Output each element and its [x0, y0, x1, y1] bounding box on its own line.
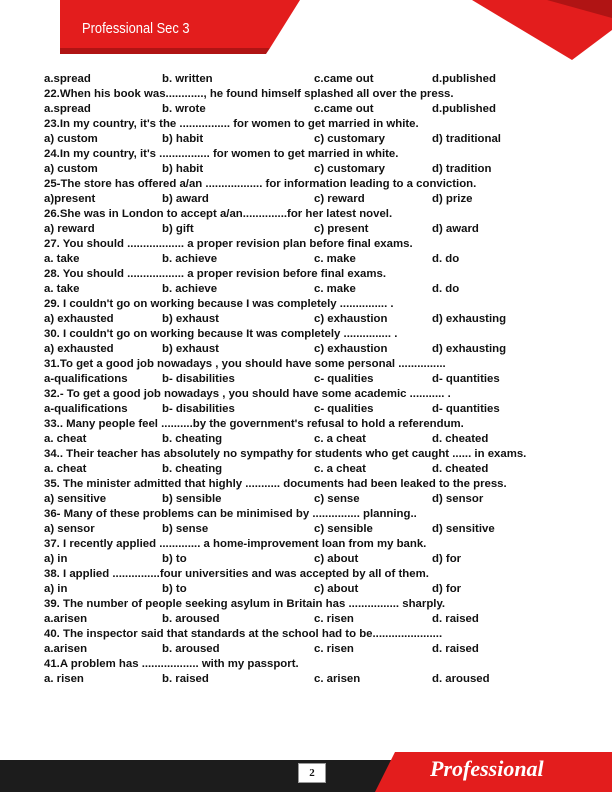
question-text: 26.She was in London to accept a/an..............for her latest novel.: [44, 208, 393, 220]
question-text: 29. I couldn't go on working because I was completely ............... .: [44, 298, 394, 310]
option-text: a. risen: [44, 673, 84, 685]
question-text: 28. You should .................. a proper revision before final exams.: [44, 268, 387, 280]
options-line: [44, 312, 592, 327]
option-text: c. make: [314, 283, 356, 295]
option-text: b) habit: [162, 133, 204, 145]
question-text: 39. The number of people seeking asylum in Britain has ................ sharply.: [44, 598, 446, 610]
options-line: [44, 252, 592, 267]
question-line: [44, 147, 592, 162]
option-text: b) to: [162, 583, 187, 595]
question-text: 27. You should .................. a proper revision plan before final exams.: [44, 238, 413, 250]
options-line: [44, 642, 592, 657]
question-text: 24.In my country, it's ................ for women to get married in white.: [44, 148, 399, 160]
option-text: c) sense: [314, 493, 360, 505]
options-line: [44, 492, 592, 507]
question-line: [44, 567, 592, 582]
option-text: c.came out: [314, 103, 374, 115]
header-title: Professional Sec 3: [82, 20, 190, 37]
option-text: d. do: [432, 283, 460, 295]
option-text: d- quantities: [432, 403, 500, 415]
question-line: [44, 207, 592, 222]
question-line: [44, 597, 592, 612]
option-text: c. a cheat: [314, 463, 366, 475]
option-text: a.spread: [44, 73, 91, 85]
options-line: [44, 342, 592, 357]
option-text: c) sensible: [314, 523, 373, 535]
option-text: c. risen: [314, 643, 354, 655]
option-text: b. raised: [162, 673, 209, 685]
question-text: 37. I recently applied ............. a home-improvement loan from my bank.: [44, 538, 427, 550]
options-line: [44, 552, 592, 567]
option-text: b. cheating: [162, 463, 223, 475]
option-text: c.came out: [314, 73, 374, 85]
question-line: [44, 417, 592, 432]
option-text: d) for: [432, 583, 462, 595]
page-number: 2: [298, 763, 326, 783]
option-text: a) exhausted: [44, 343, 114, 355]
question-text: 23.In my country, it's the ................ for women to get married in white.: [44, 118, 419, 130]
option-text: b) sense: [162, 523, 209, 535]
options-line: [44, 672, 592, 687]
option-text: b. wrote: [162, 103, 206, 115]
question-line: [44, 537, 592, 552]
question-text: 36- Many of these problems can be minimised by ............... planning..: [44, 508, 417, 520]
options-line: [44, 462, 592, 477]
option-text: a-qualifications: [44, 403, 128, 415]
question-line: [44, 447, 592, 462]
question-line: [44, 477, 592, 492]
header-banner: [60, 0, 300, 60]
option-text: b) habit: [162, 163, 204, 175]
option-text: d.published: [432, 73, 496, 85]
question-line: [44, 657, 592, 672]
option-text: d- quantities: [432, 373, 500, 385]
option-text: d) for: [432, 553, 462, 565]
option-text: c- qualities: [314, 403, 374, 415]
option-text: d) award: [432, 223, 479, 235]
question-line: [44, 267, 592, 282]
option-text: b. aroused: [162, 613, 220, 625]
question-text: 40. The inspector said that standards at the school had to be......................: [44, 628, 443, 640]
question-text: 33.. Many people feel ..........by the government's refusal to hold a referendum.: [44, 418, 464, 430]
option-text: a) sensitive: [44, 493, 107, 505]
option-text: d. do: [432, 253, 460, 265]
brand-logo: Professional: [430, 756, 544, 781]
option-text: b. aroused: [162, 643, 220, 655]
question-text: 38. I applied ...............four universities and was accepted by all of them.: [44, 568, 429, 580]
option-text: d. raised: [432, 643, 479, 655]
corner-decoration: [362, 0, 612, 60]
options-line: [44, 612, 592, 627]
option-text: d. cheated: [432, 433, 489, 445]
option-text: c) exhaustion: [314, 343, 388, 355]
question-line: [44, 627, 592, 642]
question-list: [44, 72, 592, 687]
option-text: b) exhaust: [162, 313, 219, 325]
question-line: [44, 117, 592, 132]
options-line: [44, 582, 592, 597]
option-text: a. cheat: [44, 463, 87, 475]
option-text: a) in: [44, 583, 68, 595]
option-text: c) reward: [314, 193, 365, 205]
options-line: [44, 402, 592, 417]
option-text: d) exhausting: [432, 343, 507, 355]
options-line: [44, 432, 592, 447]
option-text: a) custom: [44, 163, 98, 175]
option-text: b) gift: [162, 223, 194, 235]
option-text: a.spread: [44, 103, 91, 115]
option-text: a) reward: [44, 223, 95, 235]
option-text: c) about: [314, 553, 359, 565]
question-line: [44, 177, 592, 192]
options-line: [44, 282, 592, 297]
question-text: 32.- To get a good job nowadays , you should have some academic ........... .: [44, 388, 451, 400]
option-text: a.arisen: [44, 643, 88, 655]
question-line: [44, 237, 592, 252]
option-text: d.published: [432, 103, 496, 115]
question-line: [44, 507, 592, 522]
option-text: d) sensor: [432, 493, 484, 505]
option-text: d) prize: [432, 193, 473, 205]
options-line: [44, 72, 592, 87]
options-line: [44, 222, 592, 237]
options-line: [44, 162, 592, 177]
question-text: 31.To get a good job nowadays , you should have some personal ...............: [44, 358, 446, 370]
option-text: a) sensor: [44, 523, 95, 535]
option-text: b) sensible: [162, 493, 222, 505]
option-text: c) exhaustion: [314, 313, 388, 325]
option-text: b. cheating: [162, 433, 223, 445]
option-text: a-qualifications: [44, 373, 128, 385]
option-text: d) exhausting: [432, 313, 507, 325]
option-text: c. make: [314, 253, 356, 265]
question-line: [44, 327, 592, 342]
option-text: d) tradition: [432, 163, 492, 175]
option-text: b) award: [162, 193, 209, 205]
option-text: a. cheat: [44, 433, 87, 445]
option-text: c- qualities: [314, 373, 374, 385]
option-text: c) about: [314, 583, 359, 595]
question-text: 41.A problem has .................. with my passport.: [44, 658, 299, 670]
options-line: [44, 102, 592, 117]
option-text: d. cheated: [432, 463, 489, 475]
option-text: c. arisen: [314, 673, 361, 685]
option-text: b. achieve: [162, 283, 218, 295]
option-text: b) to: [162, 553, 187, 565]
option-text: a)present: [44, 193, 96, 205]
options-line: [44, 522, 592, 537]
question-text: 25-The store has offered a/an .................. for information leading to a conviction.: [44, 178, 477, 190]
question-line: [44, 87, 592, 102]
question-line: [44, 297, 592, 312]
option-text: d. raised: [432, 613, 479, 625]
option-text: b- disabilities: [162, 373, 235, 385]
options-line: [44, 192, 592, 207]
option-text: c) present: [314, 223, 369, 235]
question-text: 34.. Their teacher has absolutely no sympathy for students who get caught ...... in exams.: [44, 448, 527, 460]
option-text: c. a cheat: [314, 433, 366, 445]
option-text: a) custom: [44, 133, 98, 145]
option-text: b. achieve: [162, 253, 218, 265]
question-text: 35. The minister admitted that highly ........... documents had been leaked to the press.: [44, 478, 507, 490]
option-text: d. aroused: [432, 673, 490, 685]
option-text: a.arisen: [44, 613, 88, 625]
option-text: c) customary: [314, 133, 385, 145]
option-text: b- disabilities: [162, 403, 235, 415]
option-text: a. take: [44, 253, 80, 265]
option-text: b. written: [162, 73, 213, 85]
option-text: c) customary: [314, 163, 385, 175]
option-text: c. risen: [314, 613, 354, 625]
option-text: a) exhausted: [44, 313, 114, 325]
option-text: d) sensitive: [432, 523, 495, 535]
options-line: [44, 132, 592, 147]
option-text: a. take: [44, 283, 80, 295]
option-text: a) in: [44, 553, 68, 565]
question-text: 30. I couldn't go on working because It was completely ............... .: [44, 328, 398, 340]
options-line: [44, 372, 592, 387]
question-line: [44, 357, 592, 372]
question-text: 22.When his book was............, he found himself splashed all over the press.: [44, 88, 454, 100]
question-line: [44, 387, 592, 402]
option-text: b) exhaust: [162, 343, 219, 355]
option-text: d) traditional: [432, 133, 501, 145]
